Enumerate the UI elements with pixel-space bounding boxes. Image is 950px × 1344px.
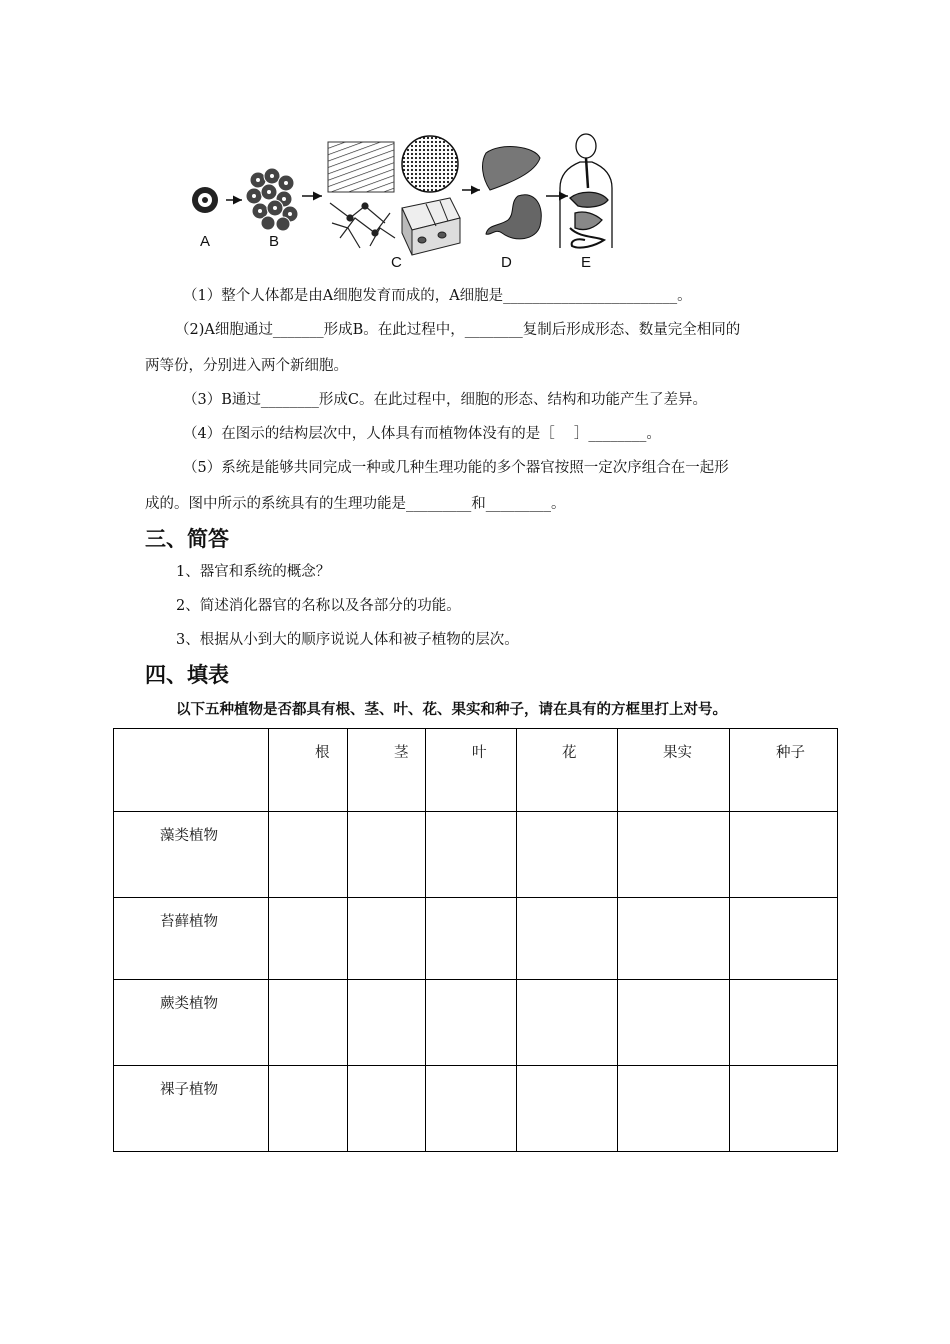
section-4-heading: 四、填表: [145, 663, 229, 687]
table-row: [114, 1066, 838, 1152]
section-3-heading: 三、简答: [145, 527, 229, 551]
check-cell[interactable]: [348, 1066, 426, 1152]
label-c: C: [391, 254, 402, 271]
check-cell[interactable]: [618, 898, 730, 980]
check-cell[interactable]: [269, 1066, 348, 1152]
check-cell[interactable]: [348, 980, 426, 1066]
question-3: （3）B通过________形成C。在此过程中，细胞的形态、结构和功能产生了差异。: [183, 392, 707, 408]
short-answer-item: 1、器官和系统的概念？: [176, 564, 331, 580]
organs-d: [483, 147, 542, 239]
label-d: D: [501, 254, 512, 271]
check-cell[interactable]: [618, 812, 730, 898]
check-cell[interactable]: [517, 812, 618, 898]
question-5-line-2: 成的。图中所示的系统具有的生理功能是_________和_________。: [145, 496, 566, 512]
short-answer-item: 3、根据从小到大的顺序说说人体和被子植物的层次。: [176, 632, 519, 648]
check-cell[interactable]: [269, 898, 348, 980]
check-cell[interactable]: [730, 898, 838, 980]
question-2-line-1: （2)A细胞通过_______形成B。在此过程中，________复制后形成形态、数量完全相同的: [175, 322, 741, 338]
check-cell[interactable]: [426, 1066, 517, 1152]
check-cell[interactable]: [426, 898, 517, 980]
egg-cell-a: [192, 187, 218, 213]
check-cell[interactable]: [517, 980, 618, 1066]
header-cell-stem: 茎: [348, 729, 426, 812]
check-cell[interactable]: [348, 898, 426, 980]
check-cell[interactable]: [618, 980, 730, 1066]
table-row: [114, 980, 838, 1066]
question-5-line-1: （5）系统是能够共同完成一种或几种生理功能的多个器官按照一定次序组合在一起形: [183, 460, 729, 476]
header-cell-root: 根: [269, 729, 348, 812]
digestive-system-e: [560, 134, 612, 248]
short-answer-item: 2、简述消化器官的名称以及各部分的功能。: [176, 598, 461, 614]
row-label-gymnosperm: 裸子植物: [114, 1066, 269, 1152]
label-a: A: [200, 233, 211, 250]
check-cell[interactable]: [426, 980, 517, 1066]
check-cell[interactable]: [517, 898, 618, 980]
development-figure: [190, 128, 630, 273]
label-e: E: [581, 254, 592, 271]
header-cell-seed: 种子: [730, 729, 838, 812]
row-label-moss: 苔藓植物: [114, 898, 269, 980]
label-b: B: [269, 233, 280, 250]
tissues-c: [328, 136, 460, 255]
row-label-algae: 藻类植物: [114, 812, 269, 898]
table-instructions: 以下五种植物是否都具有根、茎、叶、花、果实和种子，请在具有的方框里打上对号。: [176, 702, 727, 718]
check-cell[interactable]: [517, 1066, 618, 1152]
check-cell[interactable]: [618, 1066, 730, 1152]
check-cell[interactable]: [269, 812, 348, 898]
check-cell[interactable]: [730, 1066, 838, 1152]
header-cell-flower: 花: [517, 729, 618, 812]
check-cell[interactable]: [730, 812, 838, 898]
question-1: （1）整个人体都是由A细胞发育而成的，A细胞是________________________。: [183, 288, 692, 304]
plant-organ-table: [113, 728, 838, 1152]
check-cell[interactable]: [730, 980, 838, 1066]
development-diagram: [190, 128, 630, 273]
check-cell[interactable]: [269, 980, 348, 1066]
question-2-line-2: 两等份，分别进入两个新细胞。: [145, 358, 348, 374]
header-cell-fruit: 果实: [618, 729, 730, 812]
table-row: [114, 898, 838, 980]
header-cell: [114, 729, 269, 812]
table-row: [114, 812, 838, 898]
header-cell-leaf: 叶: [426, 729, 517, 812]
question-4: （4）在图示的结构层次中，人体具有而植物体没有的是［ ］________。: [183, 426, 661, 442]
table-header-row: [114, 729, 838, 812]
check-cell[interactable]: [348, 812, 426, 898]
check-cell[interactable]: [426, 812, 517, 898]
row-label-fern: 蕨类植物: [114, 980, 269, 1066]
